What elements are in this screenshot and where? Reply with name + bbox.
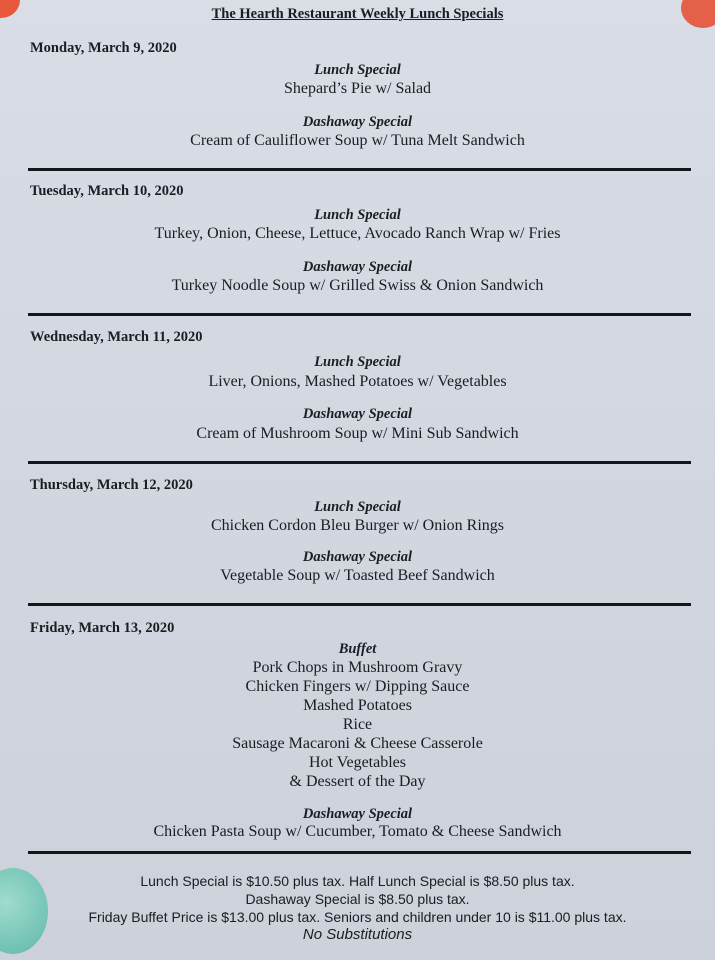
buffet-item: Hot Vegetables — [308, 754, 406, 771]
buffet-heading: Buffet — [338, 641, 377, 657]
day-section-wednesday — [0, 329, 715, 479]
buffet-item: & Dessert of the Day — [289, 773, 426, 790]
dashaway-item: Chicken Pasta Soup w/ Cucumber, Tomato & Cheese Sandwich — [153, 823, 562, 840]
section-divider — [28, 603, 691, 606]
dashaway-item: Cream of Cauliflower Soup w/ Tuna Melt Sandwich — [190, 132, 525, 149]
special-item: Liver, Onions, Mashed Potatoes w/ Vegetables — [208, 373, 507, 390]
day-date: Tuesday, March 10, 2020 — [30, 183, 184, 199]
day-section-friday — [0, 620, 715, 850]
special-item: Turkey, Onion, Cheese, Lettuce, Avocado Ranch Wrap w/ Fries — [154, 225, 561, 242]
special-item: Shepard’s Pie w/ Salad — [283, 80, 432, 97]
section-divider — [28, 851, 691, 854]
dashaway-heading: Dashaway Special — [302, 259, 413, 275]
special-heading: Lunch Special — [314, 499, 401, 515]
day-date: Thursday, March 12, 2020 — [30, 477, 193, 493]
section-divider — [28, 461, 691, 464]
buffet-item: Mashed Potatoes — [303, 697, 412, 714]
price-line-lunch: Lunch Special is $10.50 plus tax. Half Lunch Special is $8.50 plus tax. — [140, 873, 575, 889]
dashaway-heading: Dashaway Special — [302, 806, 413, 822]
dashaway-item: Vegetable Soup w/ Toasted Beef Sandwich — [220, 567, 495, 584]
dashaway-heading: Dashaway Special — [302, 549, 413, 565]
day-date: Friday, March 13, 2020 — [30, 620, 175, 636]
buffet-item: Sausage Macaroni & Cheese Casserole — [232, 735, 483, 752]
buffet-item: Rice — [342, 716, 373, 733]
special-heading: Lunch Special — [314, 354, 401, 370]
section-divider — [28, 313, 691, 316]
special-heading: Lunch Special — [314, 207, 401, 223]
day-date: Monday, March 9, 2020 — [30, 40, 177, 56]
dashaway-heading: Dashaway Special — [302, 406, 413, 422]
pricing-footer — [0, 872, 715, 944]
dashaway-heading: Dashaway Special — [302, 114, 413, 130]
buffet-item: Pork Chops in Mushroom Gravy — [252, 659, 463, 676]
special-item: Chicken Cordon Bleu Burger w/ Onion Rings — [210, 517, 505, 534]
section-divider — [28, 168, 691, 171]
no-substitutions-note: No Substitutions — [302, 926, 413, 943]
day-date: Wednesday, March 11, 2020 — [30, 329, 203, 345]
price-line-buffet: Friday Buffet Price is $13.00 plus tax. Seniors and children under 10 is $11.00 plus tax. — [88, 909, 627, 925]
price-line-dashaway: Dashaway Special is $8.50 plus tax. — [245, 891, 470, 907]
special-heading: Lunch Special — [314, 62, 401, 78]
dashaway-item: Turkey Noodle Soup w/ Grilled Swiss & Onion Sandwich — [171, 277, 544, 294]
dashaway-item: Cream of Mushroom Soup w/ Mini Sub Sandwich — [196, 425, 519, 442]
day-section-tuesday — [0, 183, 715, 333]
buffet-item: Chicken Fingers w/ Dipping Sauce — [245, 678, 470, 695]
page-title: The Hearth Restaurant Weekly Lunch Specials — [211, 6, 504, 22]
